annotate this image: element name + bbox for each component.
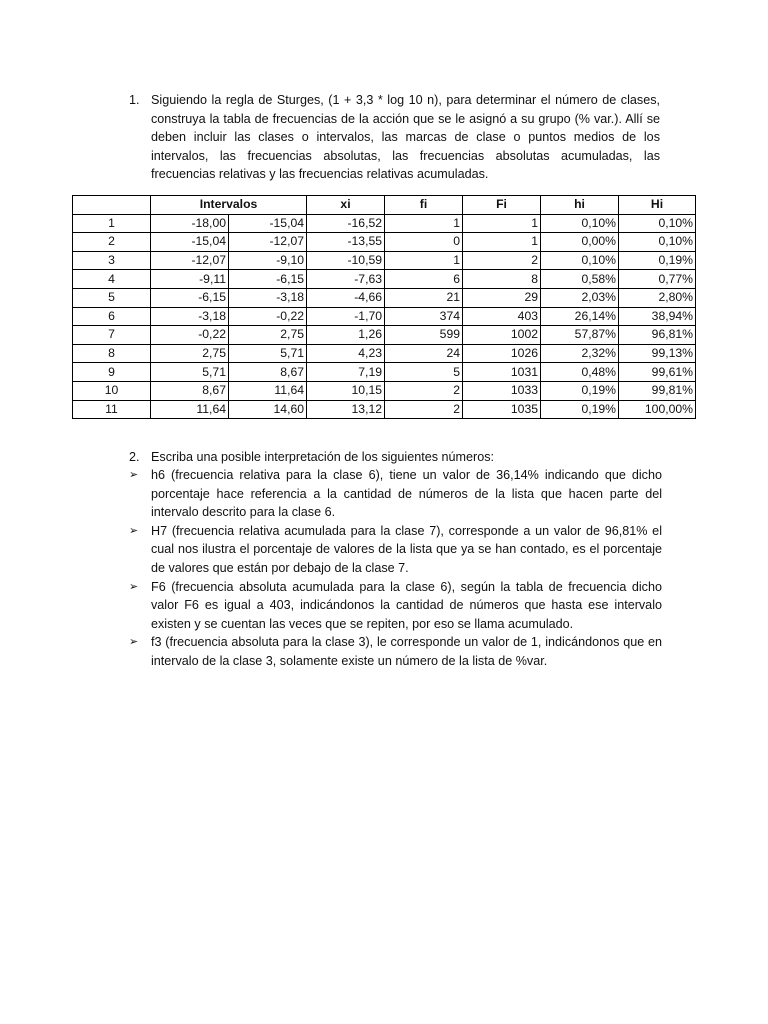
cell-Hi-acum: 99,13% [619,344,696,363]
cell-clase: 9 [73,363,151,382]
cell-clase: 4 [73,270,151,289]
arrow-bullet-icon: ➢ [129,580,139,593]
cell-Hi-acum: 0,19% [619,251,696,270]
cell-fi: 24 [385,344,463,363]
cell-limite-superior: 14,60 [229,400,307,419]
cell-clase: 3 [73,251,151,270]
cell-Fi-acum: 1031 [463,363,541,382]
cell-fi: 1 [385,251,463,270]
cell-Fi-acum: 1035 [463,400,541,419]
cell-hi: 0,10% [541,214,619,233]
table-row [73,363,696,382]
header-xi: xi [307,196,385,215]
cell-fi: 374 [385,307,463,326]
cell-clase: 7 [73,326,151,345]
cell-xi: -10,59 [307,251,385,270]
cell-limite-inferior: -3,18 [151,307,229,326]
table-row [73,344,696,363]
table-row [73,400,696,419]
cell-xi: 13,12 [307,400,385,419]
cell-limite-inferior: 5,71 [151,363,229,382]
cell-hi: 0,19% [541,381,619,400]
table-row [73,233,696,252]
cell-Hi-acum: 0,10% [619,214,696,233]
cell-Fi-acum: 1026 [463,344,541,363]
cell-Hi-acum: 0,10% [619,233,696,252]
cell-xi: 1,26 [307,326,385,345]
cell-Hi-acum: 100,00% [619,400,696,419]
header-hi: hi [541,196,619,215]
cell-hi: 0,00% [541,233,619,252]
cell-limite-superior: -6,15 [229,270,307,289]
cell-limite-superior: 2,75 [229,326,307,345]
cell-clase: 2 [73,233,151,252]
cell-Fi-acum: 403 [463,307,541,326]
cell-Fi-acum: 29 [463,288,541,307]
cell-limite-superior: 5,71 [229,344,307,363]
cell-clase: 1 [73,214,151,233]
cell-fi: 0 [385,233,463,252]
header-Hi-acum: Hi [619,196,696,215]
cell-hi: 0,19% [541,400,619,419]
cell-fi: 599 [385,326,463,345]
list-item [129,466,662,522]
question-1-number: 1. [129,93,140,107]
cell-hi: 2,03% [541,288,619,307]
frequency-table [72,195,696,419]
cell-Hi-acum: 0,77% [619,270,696,289]
cell-xi: -1,70 [307,307,385,326]
cell-fi: 21 [385,288,463,307]
cell-limite-superior: -15,04 [229,214,307,233]
arrow-bullet-icon: ➢ [129,636,139,649]
table-row [73,288,696,307]
cell-fi: 6 [385,270,463,289]
arrow-bullet-icon: ➢ [129,524,139,537]
header-class [73,196,151,215]
cell-Fi-acum: 1 [463,233,541,252]
cell-limite-inferior: 8,67 [151,381,229,400]
cell-Fi-acum: 8 [463,270,541,289]
cell-clase: 5 [73,288,151,307]
table-row [73,251,696,270]
cell-limite-superior: -0,22 [229,307,307,326]
cell-clase: 8 [73,344,151,363]
cell-hi: 0,10% [541,251,619,270]
cell-Hi-acum: 99,61% [619,363,696,382]
question-1-text: Siguiendo la regla de Sturges, (1 + 3,3 * log 10 n), para determinar el número de clases, construya la tabla de frecuencias de la acción que se le asignó a su grupo (% var.). Allí se deben incluir las clases o intervalos, las marcas de clase o puntos medios de los intervalos, las frecuencias absolutas, las frecuencias absolutas acumuladas, las frecuencias relativas y las frecuencias relativas acumuladas. [151,93,660,182]
cell-hi: 0,48% [541,363,619,382]
header-Fi-acum: Fi [463,196,541,215]
list-item-text: f3 (frecuencia absoluta para la clase 3), le corresponde un valor de 1, indicándonos que en intervalo de la clase 3, solamente existe un número de la lista de %var. [151,635,662,668]
cell-clase: 6 [73,307,151,326]
list-item-text: h6 (frecuencia relativa para la clase 6), tiene un valor de 36,14% indicando que dicho porcentaje hace referencia a la cantidad de números de la lista que hacen parte del intervalo descrito para la clase 6. [151,468,662,520]
cell-Fi-acum: 1 [463,214,541,233]
list-item-text: H7 (frecuencia relativa acumulada para la clase 7), corresponde a un valor de 96,81% el cual nos ilustra el porcentaje de valores de la lista que ya se han contado, es el porcentaje de valores que están por debajo de la clase 7. [151,523,662,575]
cell-Hi-acum: 2,80% [619,288,696,307]
cell-Hi-acum: 99,81% [619,381,696,400]
question-2-text: Escriba una posible interpretación de los siguientes números: [151,450,495,464]
cell-limite-inferior: -18,00 [151,214,229,233]
interpretation-list [129,466,662,671]
cell-limite-superior: -9,10 [229,251,307,270]
cell-xi: 7,19 [307,363,385,382]
cell-fi: 2 [385,400,463,419]
cell-limite-inferior: -12,07 [151,251,229,270]
cell-limite-superior: 8,67 [229,363,307,382]
cell-fi: 2 [385,381,463,400]
cell-Hi-acum: 38,94% [619,307,696,326]
table-row [73,381,696,400]
cell-hi: 0,58% [541,270,619,289]
table-header-row [73,196,696,215]
cell-limite-inferior: -15,04 [151,233,229,252]
cell-xi: -13,55 [307,233,385,252]
cell-limite-superior: -12,07 [229,233,307,252]
question-2-number: 2. [129,450,140,464]
header-fi: fi [385,196,463,215]
cell-limite-superior: -3,18 [229,288,307,307]
arrow-bullet-icon: ➢ [129,469,139,481]
cell-hi: 57,87% [541,326,619,345]
cell-clase: 10 [73,381,151,400]
cell-xi: -7,63 [307,270,385,289]
list-item-text: F6 (frecuencia absoluta acumulada para la clase 6), según la tabla de frecuencia dicho valor F6 es igual a 403, indicándonos la cantidad de números que hasta ese intervalo existen y se cuentan las veces que se repiten, por eso se llama acumulado. [151,579,662,631]
cell-fi: 5 [385,363,463,382]
cell-limite-inferior: 11,64 [151,400,229,419]
table-row [73,270,696,289]
table-row [73,214,696,233]
cell-xi: -16,52 [307,214,385,233]
list-item [129,522,662,578]
cell-Fi-acum: 1033 [463,381,541,400]
cell-xi: 4,23 [307,344,385,363]
cell-limite-inferior: -9,11 [151,270,229,289]
list-item [129,633,662,670]
cell-hi: 26,14% [541,307,619,326]
cell-limite-inferior: -0,22 [151,326,229,345]
cell-hi: 2,32% [541,344,619,363]
cell-Fi-acum: 2 [463,251,541,270]
table-row [73,326,696,345]
cell-limite-inferior: -6,15 [151,288,229,307]
cell-xi: -4,66 [307,288,385,307]
cell-clase: 11 [73,400,151,419]
header-intervalos: Intervalos [151,196,307,215]
table-row [73,307,696,326]
list-item [129,578,662,634]
cell-Hi-acum: 96,81% [619,326,696,345]
cell-limite-superior: 11,64 [229,381,307,400]
cell-xi: 10,15 [307,381,385,400]
cell-fi: 1 [385,214,463,233]
cell-Fi-acum: 1002 [463,326,541,345]
cell-limite-inferior: 2,75 [151,344,229,363]
